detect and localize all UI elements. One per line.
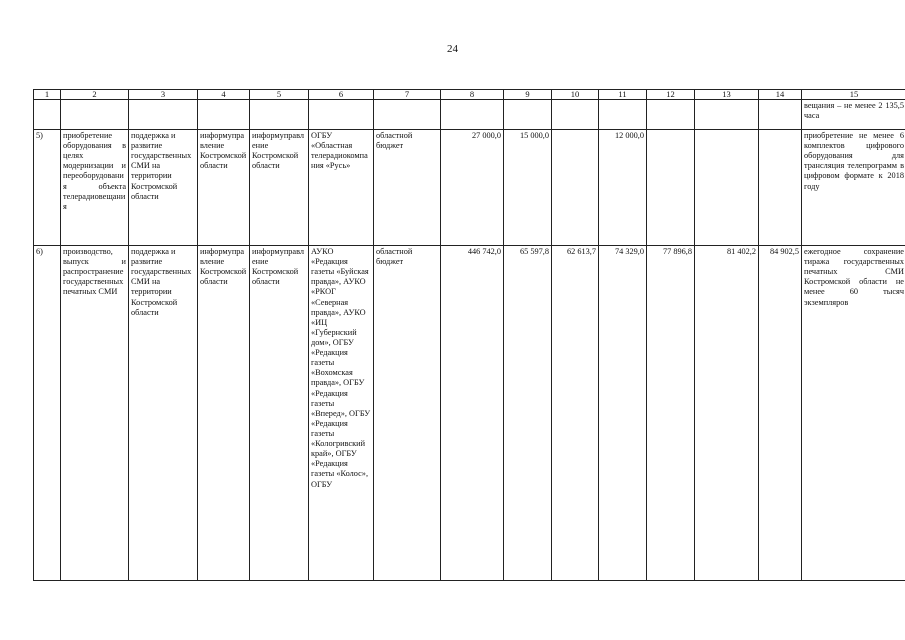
table-cell <box>441 100 504 130</box>
header-cell: 6 <box>309 90 374 100</box>
total-cell: 27 000,0 <box>441 130 504 246</box>
header-cell: 10 <box>552 90 599 100</box>
source-cell: областной бюджет <box>374 130 441 246</box>
header-cell: 12 <box>647 90 695 100</box>
program-cell: поддержка и развитие государственных СМИ на территории Костромской области <box>129 130 198 246</box>
year-value-cell <box>647 130 695 246</box>
year-value-cell: 77 896,8 <box>647 246 695 581</box>
header-cell: 15 <box>802 90 905 100</box>
table-cell <box>759 100 802 130</box>
recipient-cell: АУКО «Редакция газеты «Буйская правда», АУКО «РКОГ «Северная правда», АУКО «ИЦ «Губернский дом», ОГБУ «Редакция газеты «Вохомская правда», ОГБУ «Редакция газеты «Вперед», ОГБУ «Редакция газеты «Кологривский край», ОГБУ «Редакция газеты «Колос», ОГБУ <box>309 246 374 581</box>
table-cell <box>374 100 441 130</box>
activity-cell: приобретение оборудования в целях модернизации и переоборудования объекта телерадиовещания <box>61 130 129 246</box>
total-cell: 446 742,0 <box>441 246 504 581</box>
header-cell: 4 <box>198 90 250 100</box>
year-value-cell: 84 902,5 <box>759 246 802 581</box>
table-row <box>34 246 905 581</box>
table-cell <box>198 100 250 130</box>
header-cell: 1 <box>34 90 61 100</box>
row-number-cell: 5) <box>34 130 61 246</box>
result-cell: вещания – не менее 2 135,5 часа <box>802 100 905 130</box>
header-cell: 14 <box>759 90 802 100</box>
year-value-cell: 15 000,0 <box>504 130 552 246</box>
header-cell: 11 <box>599 90 647 100</box>
header-cell: 9 <box>504 90 552 100</box>
table-cell <box>695 100 759 130</box>
year-value-cell: 81 402,2 <box>695 246 759 581</box>
table-cell <box>309 100 374 130</box>
header-cell: 7 <box>374 90 441 100</box>
table-row <box>34 130 905 246</box>
table-cell <box>250 100 309 130</box>
header-cell: 2 <box>61 90 129 100</box>
table-cell <box>504 100 552 130</box>
executor-cell: информуправление Костромской области <box>198 246 250 581</box>
result-cell: приобретение не менее 6 комплектов цифрового оборудования для трансляция телепрограмм в цифровом формате к 2018 году <box>802 130 905 246</box>
coexecutor-cell: информуправление Костромской области <box>250 246 309 581</box>
year-value-cell: 62 613,7 <box>552 246 599 581</box>
executor-cell: информуправление Костромской области <box>198 130 250 246</box>
header-cell: 5 <box>250 90 309 100</box>
activity-cell: производство, выпуск и распространение государственных печатных СМИ <box>61 246 129 581</box>
source-cell: областной бюджет <box>374 246 441 581</box>
year-value-cell <box>759 130 802 246</box>
table-cell <box>61 100 129 130</box>
year-value-cell: 74 329,0 <box>599 246 647 581</box>
table-cell <box>129 100 198 130</box>
coexecutor-cell: информуправление Костромской области <box>250 130 309 246</box>
page-number: 24 <box>447 43 458 55</box>
continuation-row <box>34 100 905 130</box>
program-cell: поддержка и развитие государственных СМИ на территории Костромской области <box>129 246 198 581</box>
header-row <box>34 90 905 100</box>
year-value-cell <box>552 130 599 246</box>
header-cell: 8 <box>441 90 504 100</box>
recipient-cell: ОГБУ «Областная телерадиокомпания «Русь» <box>309 130 374 246</box>
header-cell: 13 <box>695 90 759 100</box>
row-number-cell: 6) <box>34 246 61 581</box>
result-cell: ежегодное сохранение тиража государственных печатных СМИ Костромской области не менее 60 тысяч экземпляров <box>802 246 905 581</box>
header-cell: 3 <box>129 90 198 100</box>
table-cell <box>647 100 695 130</box>
table-cell <box>552 100 599 130</box>
year-value-cell <box>695 130 759 246</box>
year-value-cell: 12 000,0 <box>599 130 647 246</box>
table-cell <box>34 100 61 130</box>
budget-table <box>33 89 905 581</box>
table-cell <box>599 100 647 130</box>
year-value-cell: 65 597,8 <box>504 246 552 581</box>
